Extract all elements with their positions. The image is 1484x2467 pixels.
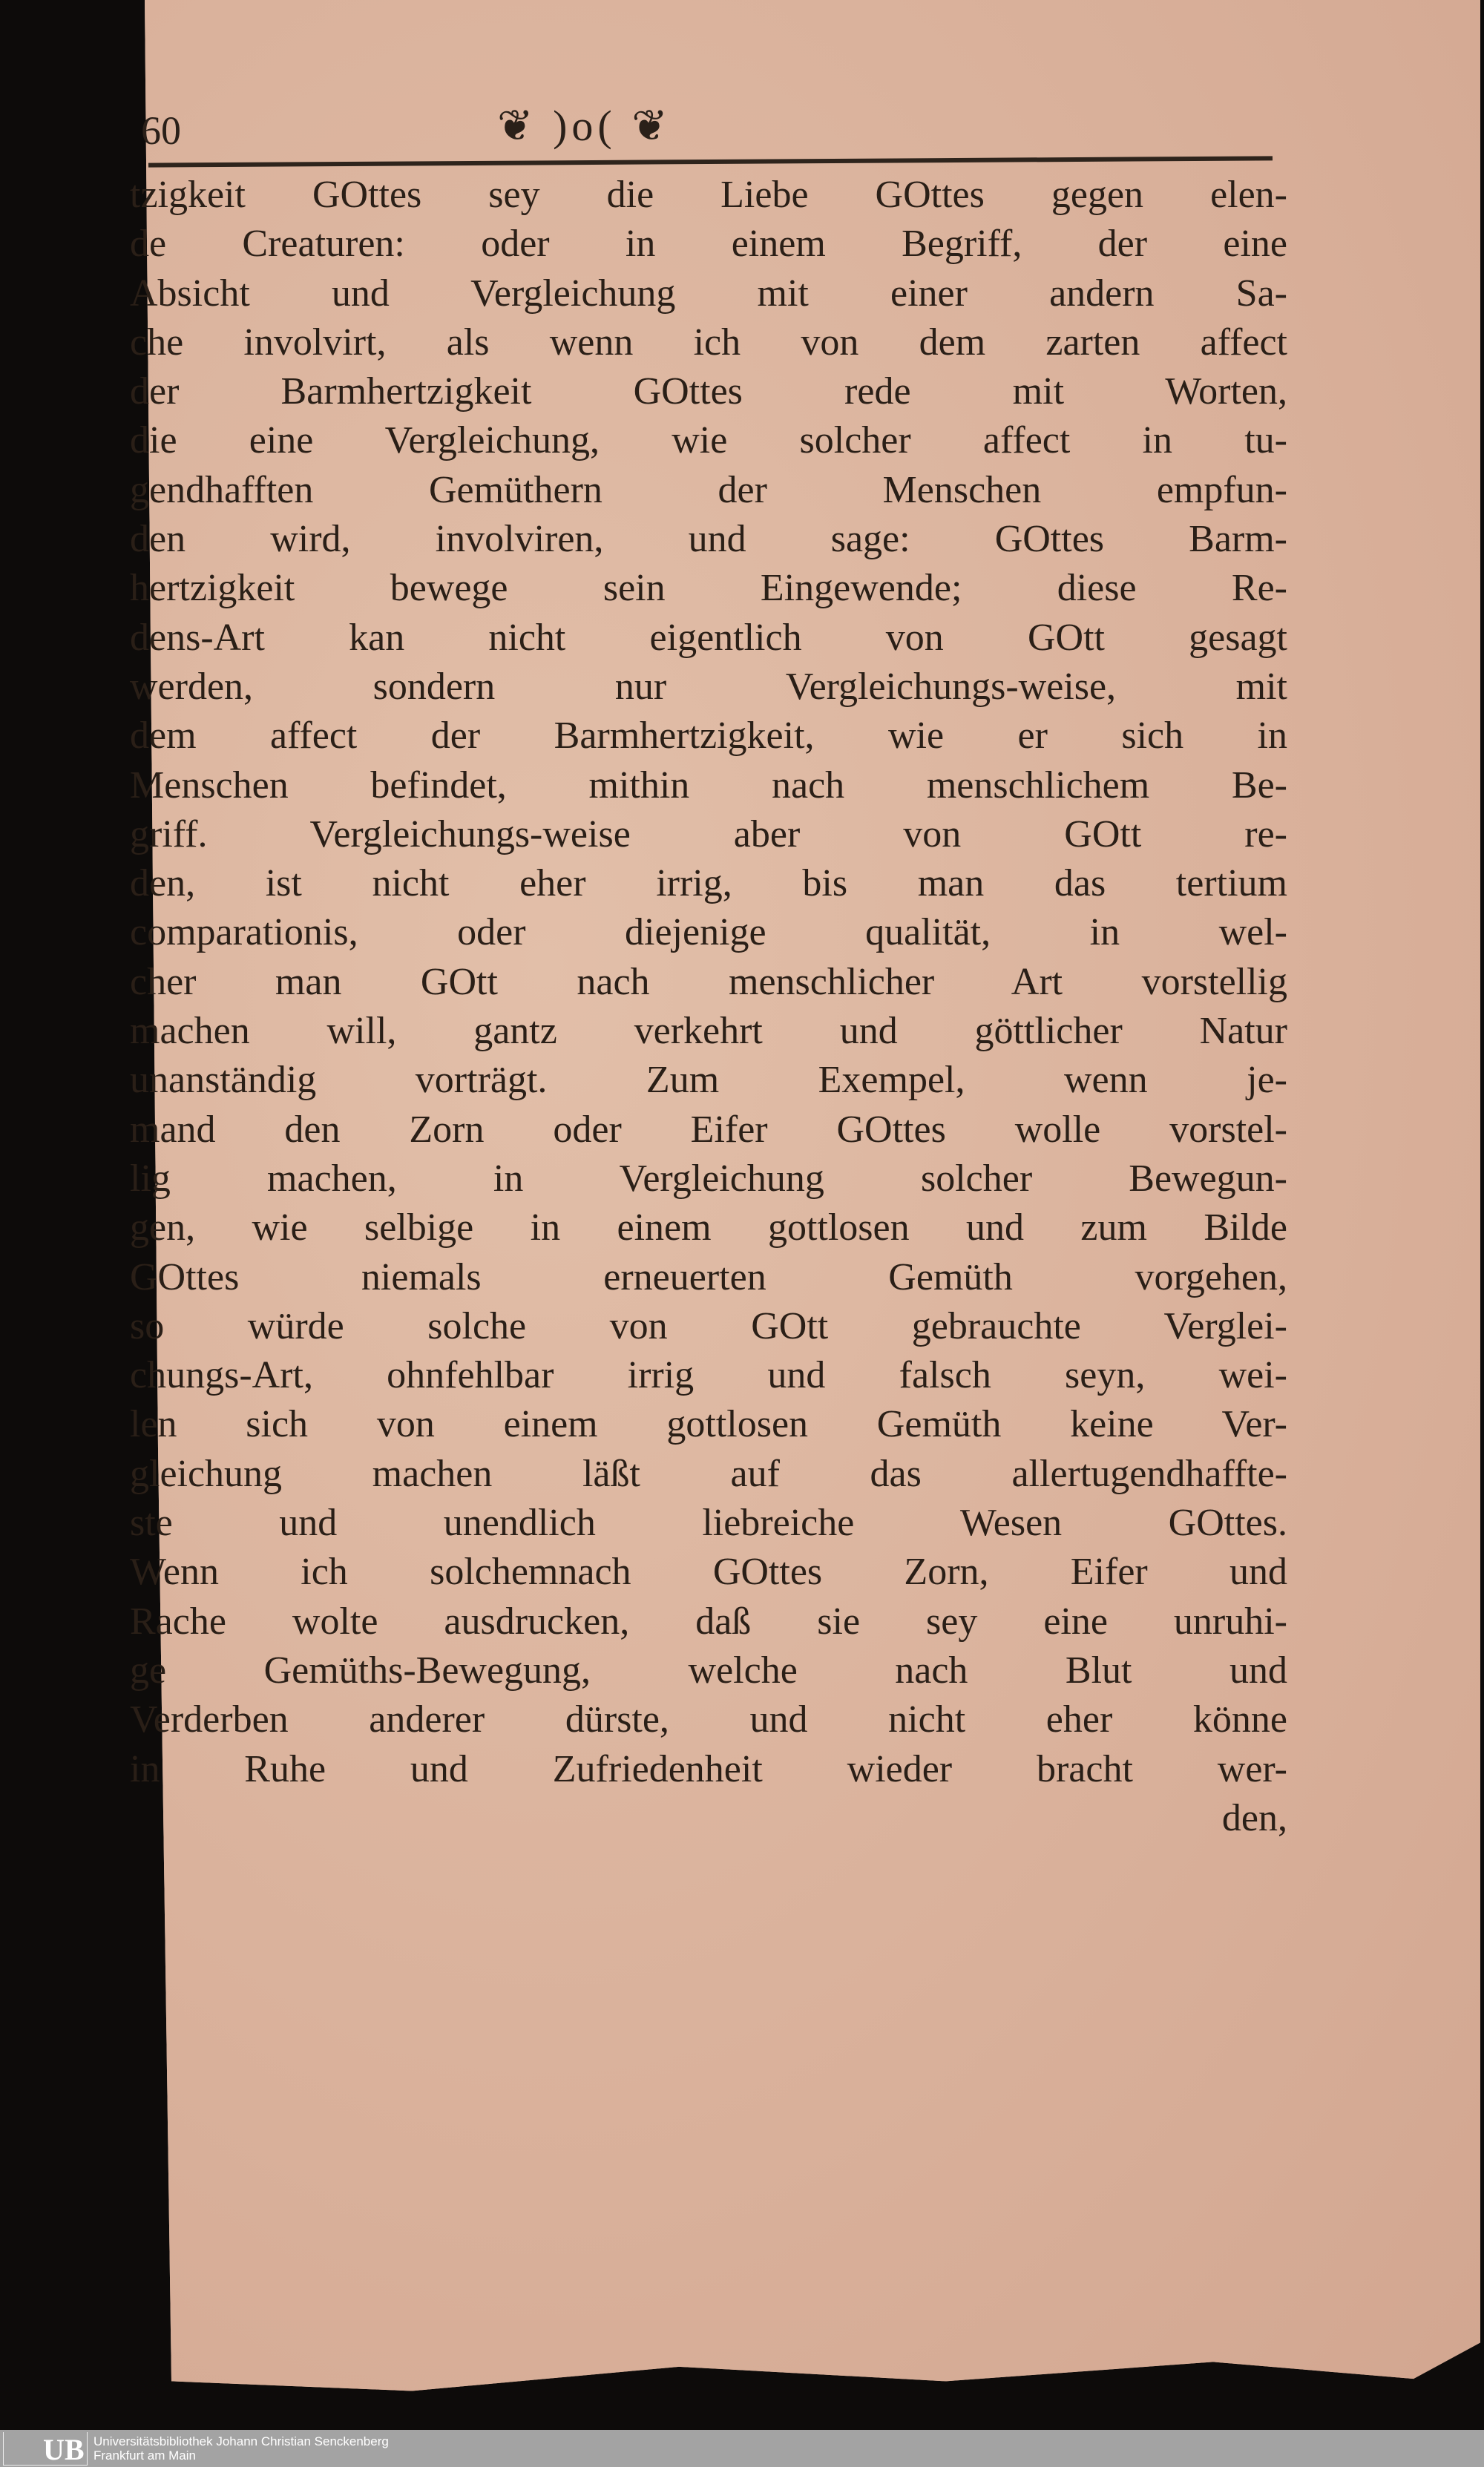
- text-line: in Ruhe und Zufriedenheit wieder bracht wer-: [130, 1747, 1287, 1790]
- text-line-catchword: den,: [1221, 1796, 1287, 1839]
- text-line: len sich von einem gottlosen Gemüth keine Ver-: [130, 1403, 1287, 1446]
- text-line: so würde solche von GOtt gebrauchte Verglei-: [130, 1304, 1287, 1347]
- page-number: 60: [141, 108, 181, 153]
- library-location: Frankfurt am Main: [93, 2448, 196, 2463]
- text-line: hertzigkeit bewege sein Eingewende; diese Re-: [130, 567, 1287, 610]
- text-line: ge Gemüths-Bewegung, welche nach Blut und: [130, 1649, 1287, 1692]
- text-line: de Creaturen: oder in einem Begriff, der eine: [130, 223, 1287, 266]
- text-line: ste und unendlich liebreiche Wesen GOttes.: [130, 1502, 1287, 1545]
- body-text: [130, 171, 1287, 1843]
- text-line: GOttes niemals erneuerten Gemüth vorgehen,: [130, 1255, 1287, 1298]
- text-line: gen, wie selbige in einem gottlosen und zum Bilde: [130, 1206, 1287, 1249]
- text-line: lig machen, in Vergleichung solcher Bewegun-: [130, 1157, 1287, 1200]
- text-line: unanständig vorträgt. Zum Exempel, wenn je-: [130, 1059, 1287, 1102]
- text-line: comparationis, oder diejenige qualität, in wel-: [130, 911, 1287, 954]
- text-line: cher man GOtt nach menschlicher Art vorstellig: [130, 960, 1287, 1003]
- text-line: die eine Vergleichung, wie solcher affect in tu-: [130, 419, 1287, 462]
- header-ornament: ❦ )o( ❦: [497, 102, 672, 150]
- text-line: werden, sondern nur Vergleichungs-weise, mit: [130, 665, 1287, 708]
- text-line: der Barmhertzigkeit GOttes rede mit Worten,: [130, 370, 1287, 413]
- text-line: Rache wolte ausdrucken, daß sie sey eine unruhi-: [130, 1600, 1287, 1643]
- text-line: den, ist nicht eher irrig, bis man das tertium: [130, 862, 1287, 905]
- text-line: che involvirt, als wenn ich von dem zarten affect: [130, 321, 1287, 364]
- text-line: Menschen befindet, mithin nach menschlichem Be-: [130, 763, 1287, 807]
- text-line: dem affect der Barmhertzigkeit, wie er sich in: [130, 715, 1287, 758]
- text-line: chungs-Art, ohnfehlbar irrig und falsch seyn, wei-: [130, 1354, 1287, 1397]
- text-line: Wenn ich solchemnach GOttes Zorn, Eifer und: [130, 1551, 1287, 1594]
- text-line: den wird, involviren, und sage: GOttes Barm-: [130, 518, 1287, 561]
- text-line: machen will, gantz verkehrt und göttlicher Natur: [130, 1010, 1287, 1053]
- text-line: Verderben anderer dürste, und nicht eher könne: [130, 1698, 1287, 1741]
- text-line: griff. Vergleichungs-weise aber von GOtt re-: [130, 812, 1287, 855]
- text-line: dens-Art kan nicht eigentlich von GOtt gesagt: [130, 616, 1287, 659]
- text-line: tzigkeit GOttes sey die Liebe GOttes gegen elen-: [130, 174, 1287, 216]
- text-line: mand den Zorn oder Eifer GOttes wolle vorstel-: [130, 1108, 1287, 1151]
- library-name: Universitätsbibliothek Johann Christian Senckenberg: [93, 2434, 389, 2448]
- text-line: gleichung machen läßt auf das allertugendhaffte-: [130, 1452, 1287, 1495]
- text-line: gendhafften Gemüthern der Menschen empfun-: [130, 468, 1287, 511]
- text-line: Absicht und Vergleichung mit einer andern Sa-: [130, 272, 1287, 315]
- library-logo-text: UB: [43, 2433, 85, 2466]
